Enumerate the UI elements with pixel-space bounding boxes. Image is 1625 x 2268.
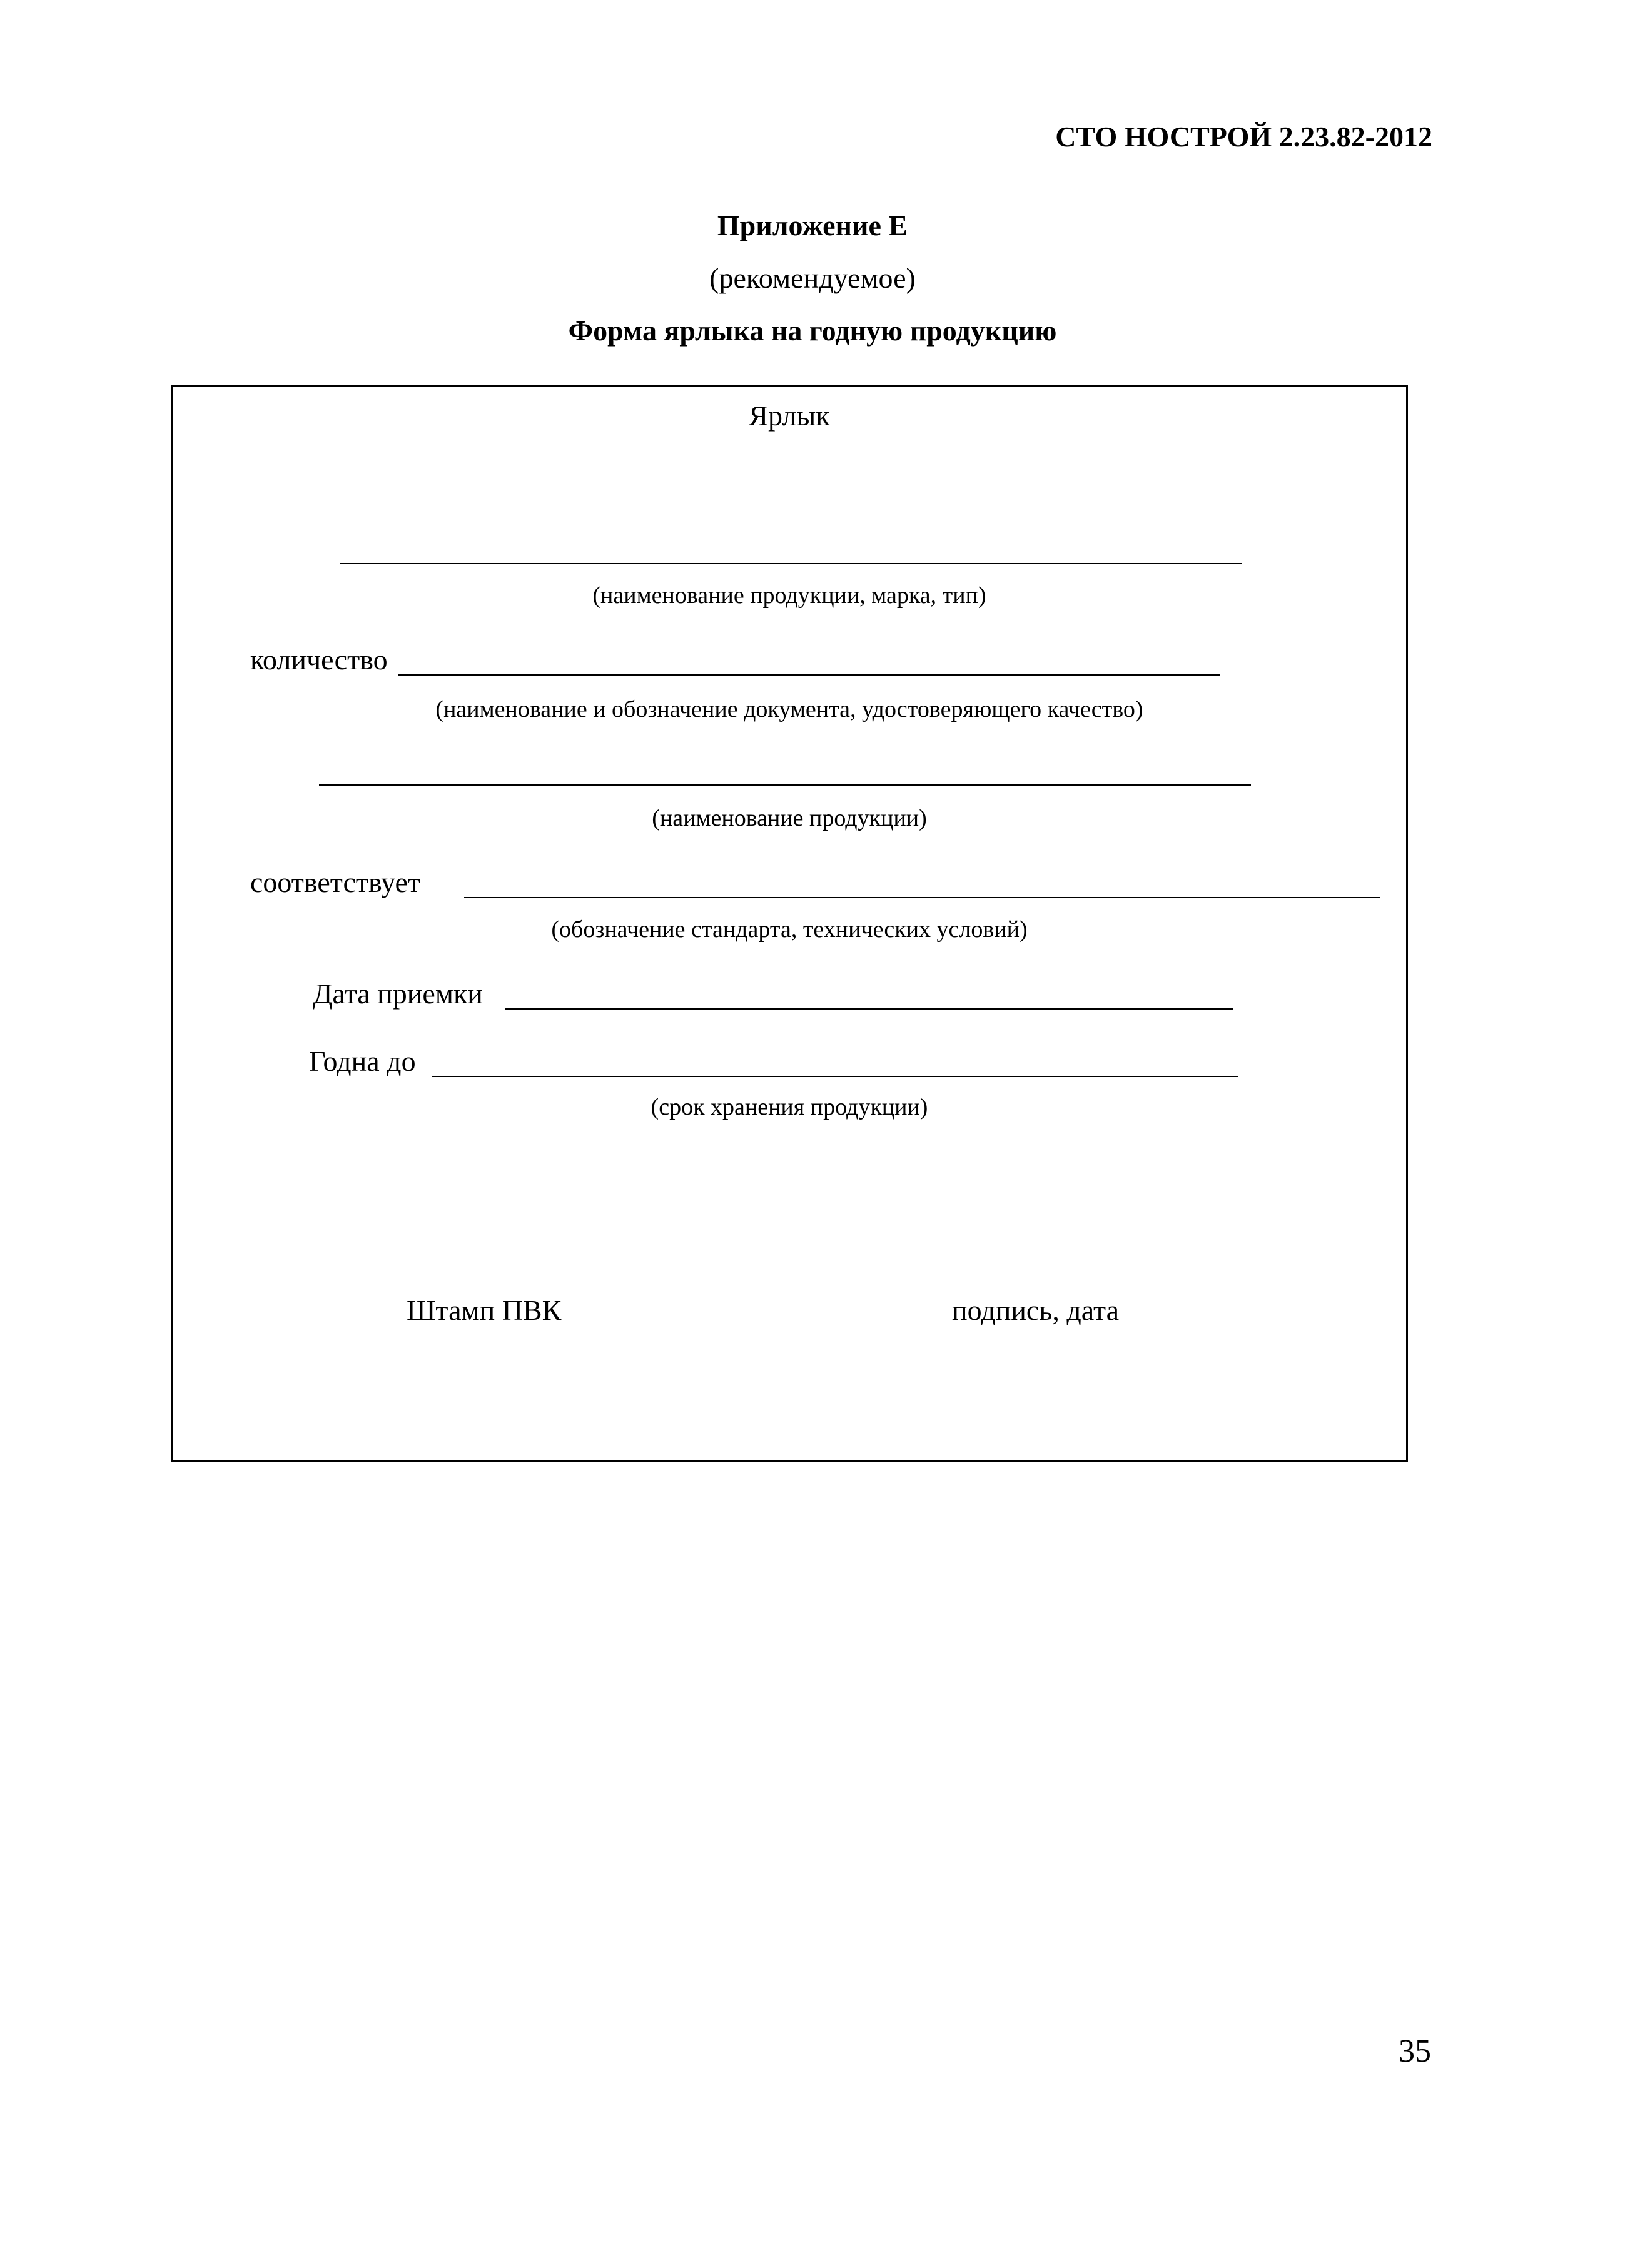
- product-name-line: [340, 563, 1242, 564]
- label-form-frame: [171, 385, 1408, 1462]
- shelf-life-caption: (срок хранения продукции): [651, 1094, 928, 1120]
- product-name-2-line: [319, 784, 1251, 786]
- quantity-label: количество: [250, 644, 388, 676]
- conforms-label: соответствует: [250, 866, 421, 898]
- valid-until-line: [432, 1076, 1238, 1077]
- acceptance-date-line: [505, 1008, 1233, 1010]
- form-title: Форма ярлыка на годную продукцию: [568, 315, 1057, 347]
- conforms-line: [464, 897, 1380, 898]
- appendix-title: Приложение Е: [717, 210, 908, 241]
- page-number: 35: [1399, 2033, 1431, 2069]
- acceptance-date-label: Дата приемки: [313, 978, 483, 1010]
- product-caption: (наименование продукции, марка, тип): [592, 582, 986, 609]
- signature-label: подпись, дата: [952, 1294, 1120, 1326]
- quantity-line: [398, 674, 1220, 676]
- valid-until-label: Годна до: [309, 1045, 416, 1077]
- appendix-status: (рекомендуемое): [709, 262, 916, 294]
- product-name-caption: (наименование продукции): [652, 805, 927, 831]
- standard-caption: (обозначение стандарта, технических условий): [551, 916, 1028, 943]
- stamp-label: Штамп ПВК: [407, 1294, 562, 1326]
- label-heading: Ярлык: [749, 400, 830, 432]
- document-code: СТО НОСТРОЙ 2.23.82-2012: [1055, 121, 1432, 153]
- quality-doc-caption: (наименование и обозначение документа, удостоверяющего качество): [435, 696, 1143, 722]
